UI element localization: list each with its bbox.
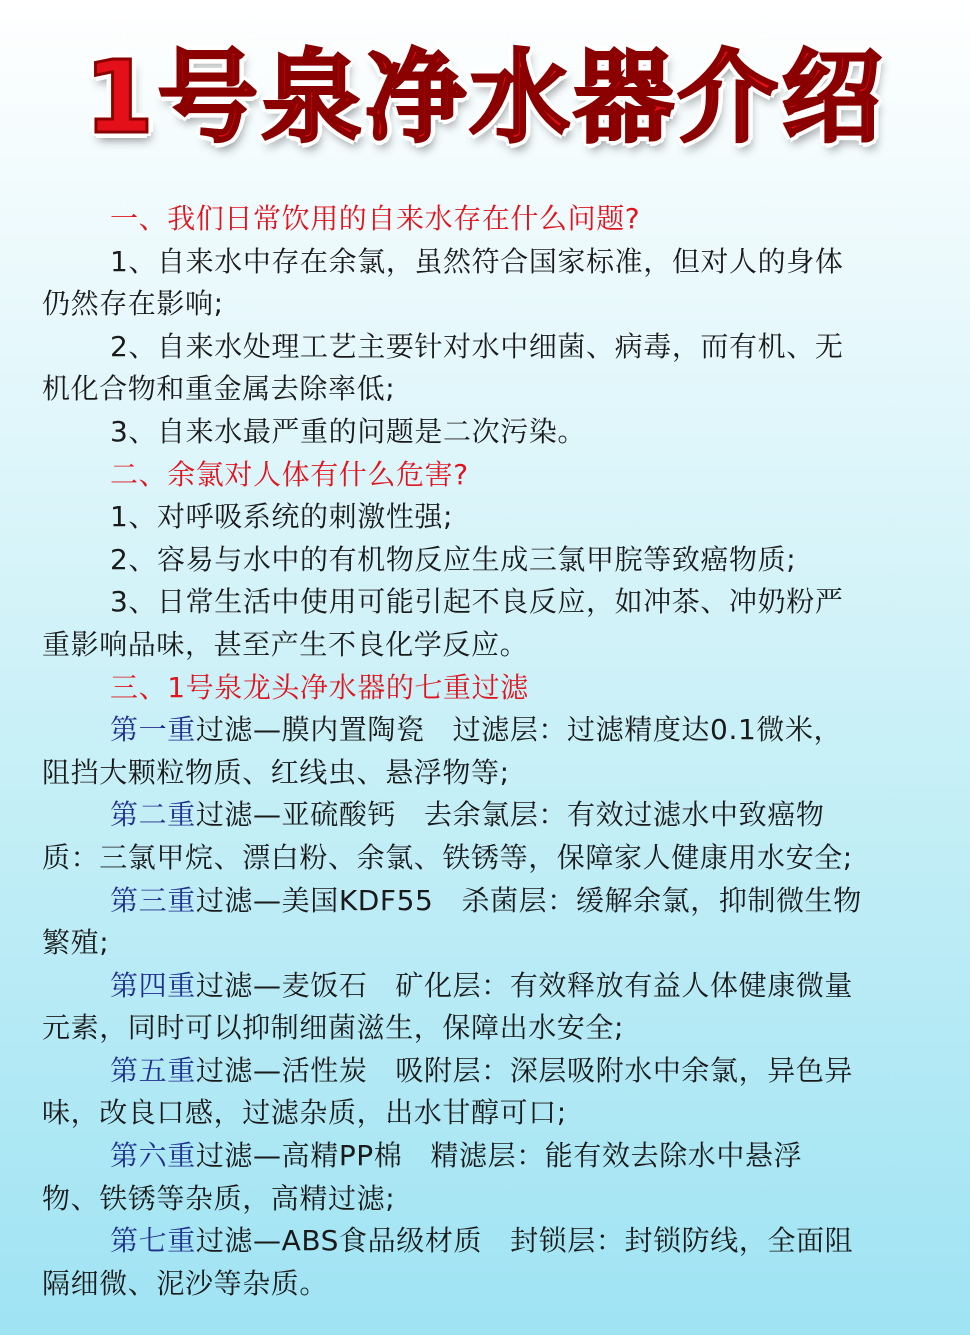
article-body xyxy=(42,198,937,1305)
paragraph-line: 2、自来水处理工艺主要针对水中细菌、病毒，而有机、无 xyxy=(110,329,844,363)
filter-layer-cont: 味，改良口感，过滤杂质，出水甘醇可口; xyxy=(42,1096,567,1130)
paragraph-line: 2、容易与水中的有机物反应生成三氯甲脘等致癌物质; xyxy=(110,542,797,576)
filter-layer-cont: 繁殖; xyxy=(42,926,110,960)
filter-layer-label: 第五重 xyxy=(110,1053,196,1087)
filter-layer-label: 第二重 xyxy=(110,798,196,832)
filter-layer-line xyxy=(42,709,937,752)
paragraph-line: 3、自来水最严重的问题是二次污染。 xyxy=(110,414,587,448)
paragraph-line: 3、日常生活中使用可能引起不良反应，如冲茶、冲奶粉严 xyxy=(110,585,844,619)
filter-layer-desc: 过滤层：过滤精度达0.1微米， xyxy=(452,713,843,747)
filter-layer-label: 第四重 xyxy=(110,968,196,1002)
filter-layer-name: 过滤—膜内置陶瓷 xyxy=(195,713,425,747)
filter-layer-name: 过滤—美国KDF55 xyxy=(195,883,434,917)
filter-layer-name: 过滤—高精PP棉 xyxy=(195,1139,403,1173)
filter-layer-name: 过滤—活性炭 xyxy=(195,1053,368,1087)
page-title: 1号泉净水器介绍 xyxy=(84,39,886,156)
filter-layer-desc: 去余氯层：有效过滤水中致癌物 xyxy=(424,798,825,832)
filter-layer-desc: 杀菌层：缓解余氯，抑制微生物 xyxy=(461,883,862,917)
paragraph-line: 1、自来水中存在余氯，虽然符合国家标准，但对人的身体 xyxy=(110,244,844,278)
filter-layer-desc: 矿化层：有效释放有益人体健康微量 xyxy=(395,968,854,1002)
filter-layer-line xyxy=(42,1220,937,1263)
filter-layer-label: 第一重 xyxy=(110,713,196,747)
section-heading-seven-filters: 三、1号泉龙头净水器的七重过滤 xyxy=(110,670,529,704)
filter-layer-line xyxy=(42,1050,937,1093)
paragraph-line: 1、对呼吸系统的刺激性强; xyxy=(110,500,454,534)
filter-layer-line xyxy=(42,965,937,1008)
filter-layer-line xyxy=(42,794,937,837)
filter-layer-line xyxy=(42,880,937,923)
filter-layer-desc: 吸附层：深层吸附水中余氯，异色异 xyxy=(395,1053,854,1087)
filter-layer-cont: 质：三氯甲烷、漂白粉、余氯、铁锈等，保障家人健康用水安全; xyxy=(42,840,853,874)
paragraph-line: 重影响品味，甚至产生不良化学反应。 xyxy=(42,627,529,661)
section-heading-water-problems: 一、我们日常饮用的自来水存在什么问题? xyxy=(110,202,641,235)
filter-layer-label: 第六重 xyxy=(110,1139,196,1173)
filter-layer-name: 过滤—ABS食品级材质 xyxy=(195,1224,483,1258)
filter-layer-line xyxy=(42,1135,937,1178)
filter-layer-desc: 封锁层：封锁防线，全面阻 xyxy=(510,1224,854,1258)
paragraph-line: 仍然存在影响; xyxy=(42,287,224,321)
filter-layer-desc: 精滤层：能有效去除水中悬浮 xyxy=(430,1139,803,1173)
section-heading-chlorine-harm: 二、余氯对人体有什么危害? xyxy=(110,457,469,491)
filter-layer-cont: 阻挡大颗粒物质、红线虫、悬浮物等; xyxy=(42,755,510,789)
paragraph-line: 机化合物和重金属去除率低; xyxy=(42,372,396,406)
filter-layer-cont: 物、铁锈等杂质，高精过滤; xyxy=(42,1181,396,1215)
filter-layer-label: 第七重 xyxy=(110,1224,196,1258)
filter-layer-name: 过滤—麦饭石 xyxy=(195,968,368,1002)
filter-layer-cont: 元素，同时可以抑制细菌滋生，保障出水安全; xyxy=(42,1011,625,1045)
filter-layer-label: 第三重 xyxy=(110,883,196,917)
filter-layer-cont: 隔细微、泥沙等杂质。 xyxy=(42,1266,329,1300)
filter-layer-name: 过滤—亚硫酸钙 xyxy=(195,798,397,832)
